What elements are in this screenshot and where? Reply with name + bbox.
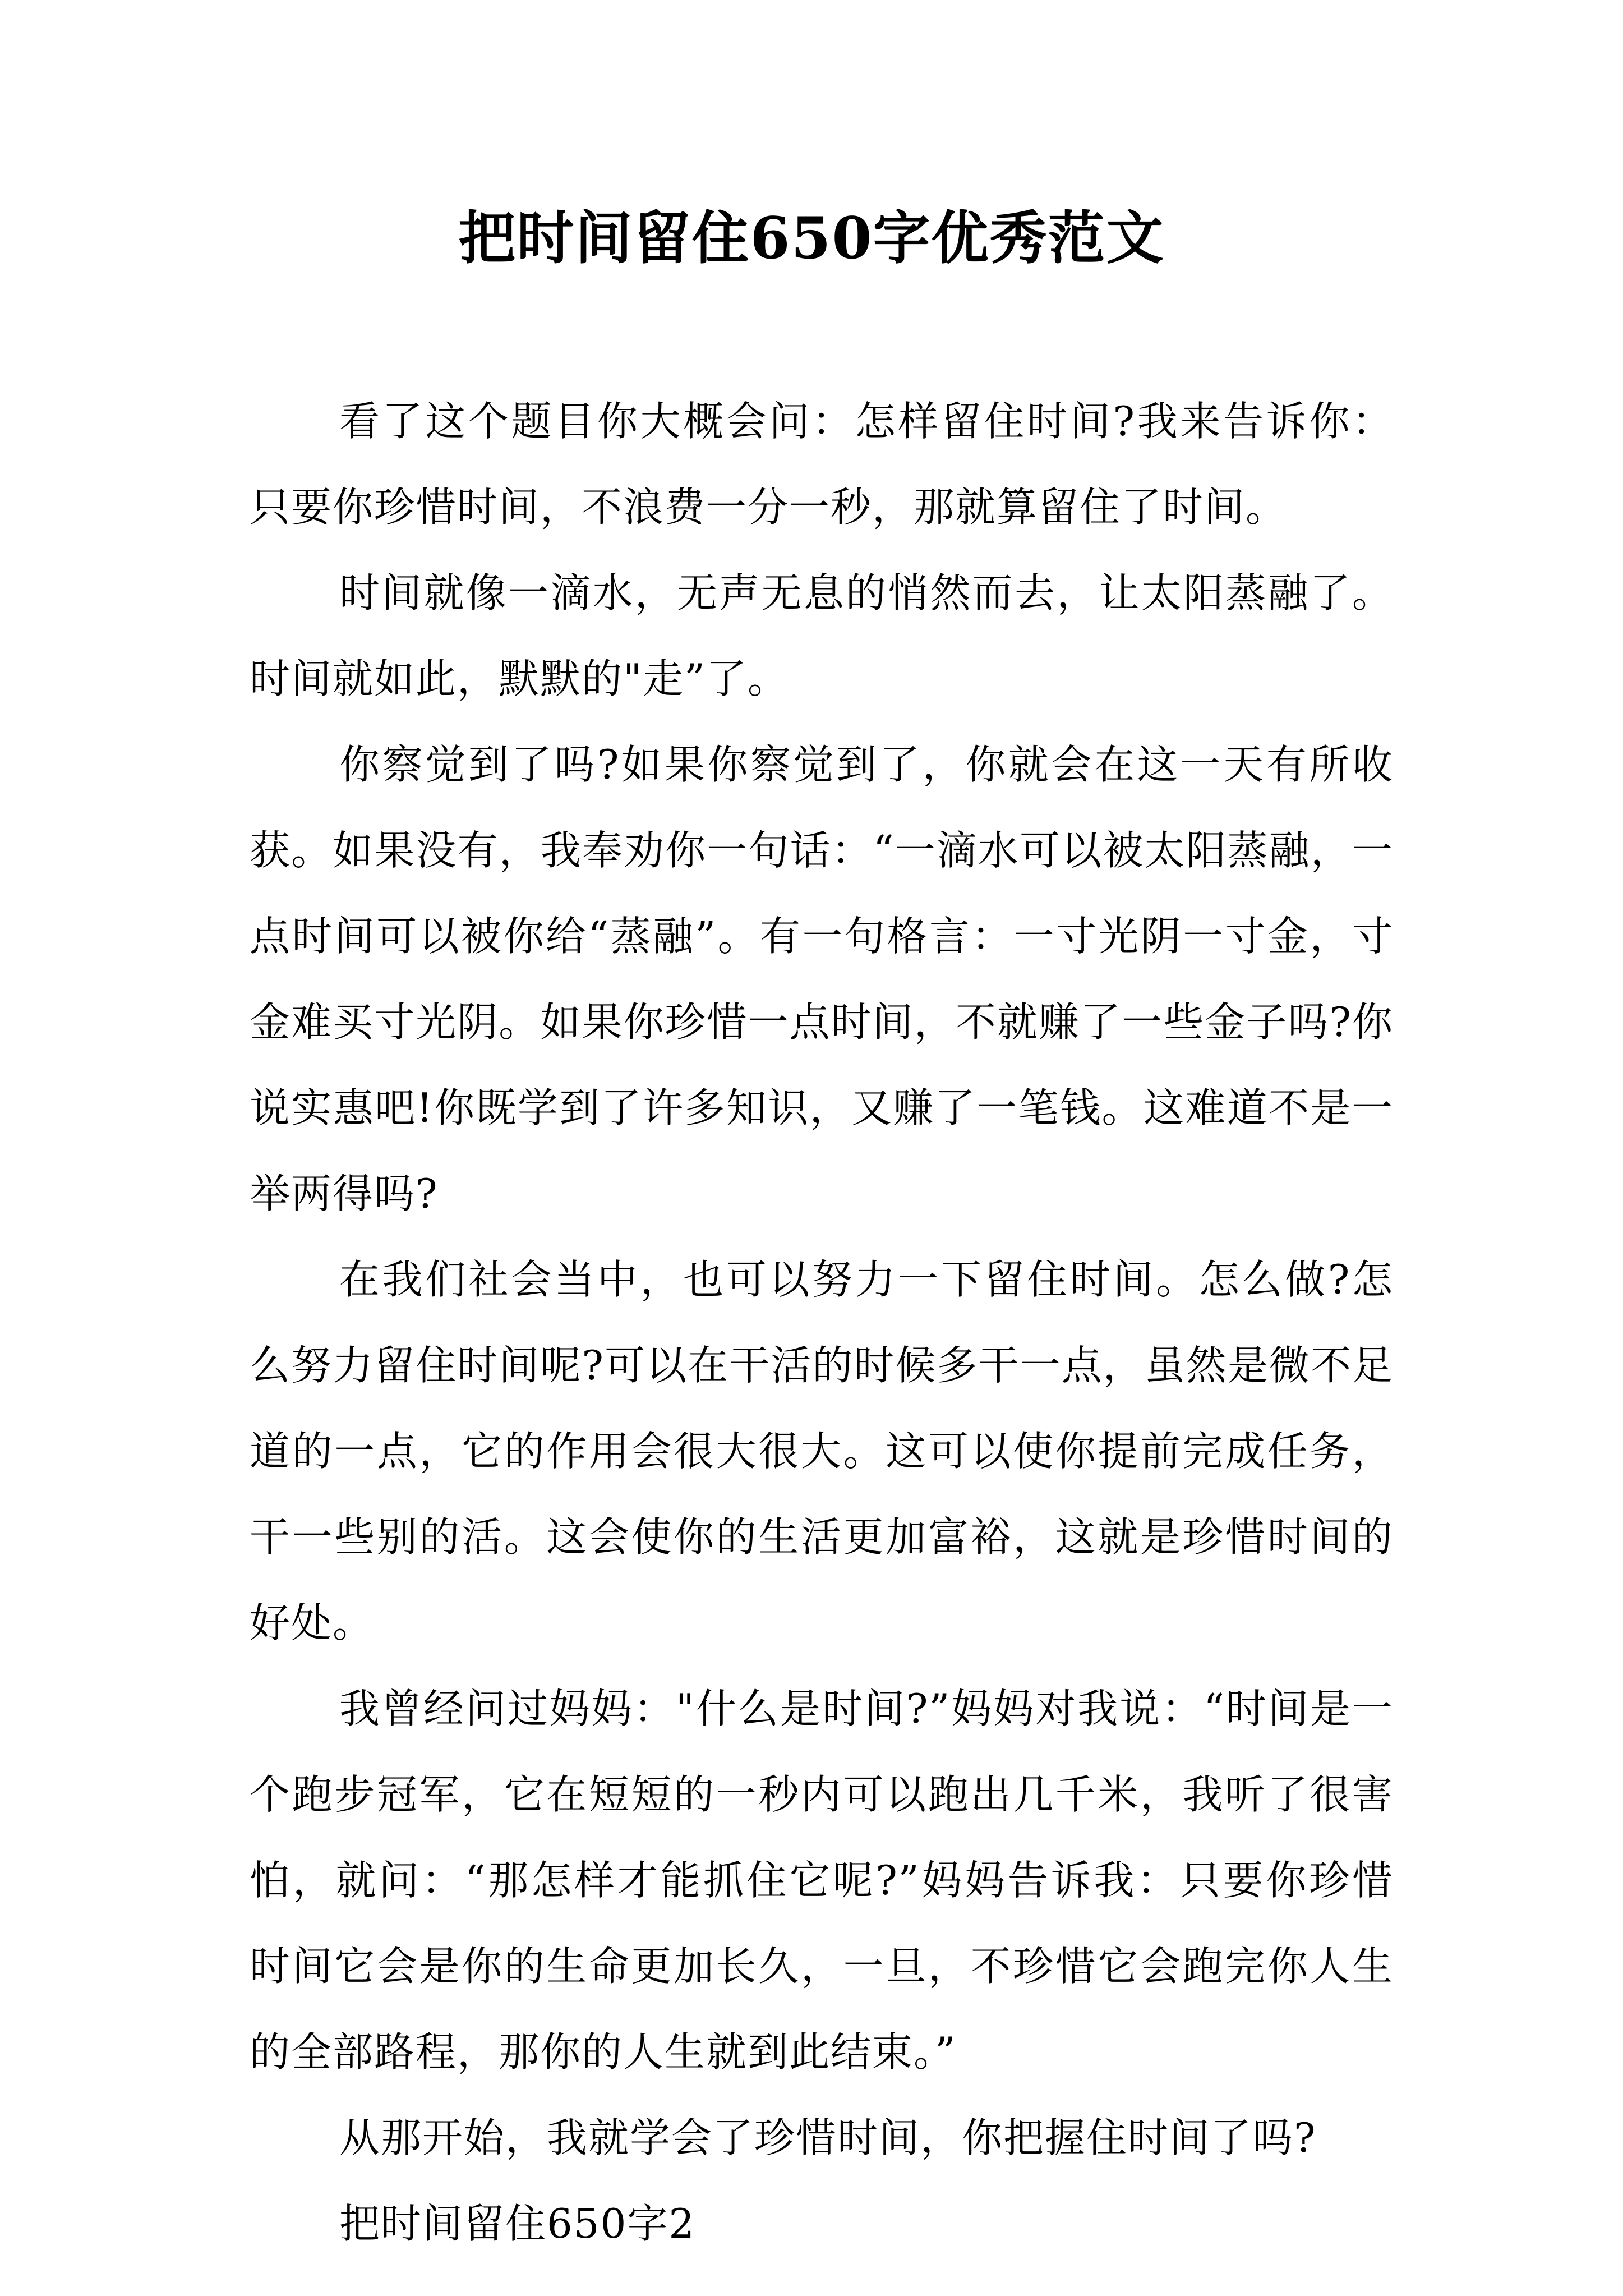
paragraph: 把时间留住650字2 [339, 2200, 696, 2247]
paragraph: 我曾经问过妈妈："什么是时间?”妈妈对我说：“时间是一个跑步冠军，它在短短的一秒内可以跑出几千米，我听了很害怕，就问：“那怎样才能抓住它呢?”妈妈告诉我：只要你珍惜时间它会是你的生命更加长久，一旦，不珍惜它会跑完你人生的全部路程，那你的人生就到此结束。” [250, 1685, 1394, 2076]
paragraph: 从那开始，我就学会了珍惜时间，你把握住时间了吗? [339, 2114, 1317, 2161]
paragraph: 看了这个题目你大概会问：怎样留住时间?我来告诉你：只要你珍惜时间，不浪费一分一秒，那就算留住了时间。 [250, 398, 1394, 531]
paragraph: 在我们社会当中，也可以努力一下留住时间。怎么做?怎么努力留住时间呢?可以在干活的时候多干一点，虽然是微不足道的一点，它的作用会很大很大。这可以使你提前完成任务，干一些别的活。这会使你的生活更加富裕，这就是珍惜时间的好处。 [250, 1256, 1394, 1646]
document-title: 把时间留住650字优秀范文 [458, 205, 1165, 272]
paragraph: 时间就像一滴水，无声无息的悄然而去，让太阳蒸融了。时间就如此，默默的"走”了。 [250, 569, 1394, 702]
paragraph: 你察觉到了吗?如果你察觉到了，你就会在这一天有所收获。如果没有，我奉劝你一句话：“一滴水可以被太阳蒸融，一点时间可以被你给“蒸融”。有一句格言：一寸光阴一寸金，寸金难买寸光阴。如果你珍惜一点时间，不就赚了一些金子吗?你说实惠吧!你既学到了许多知识，又赚了一笔钱。这难道不是一举两得吗? [250, 741, 1394, 1217]
document-body [250, 379, 1394, 2267]
